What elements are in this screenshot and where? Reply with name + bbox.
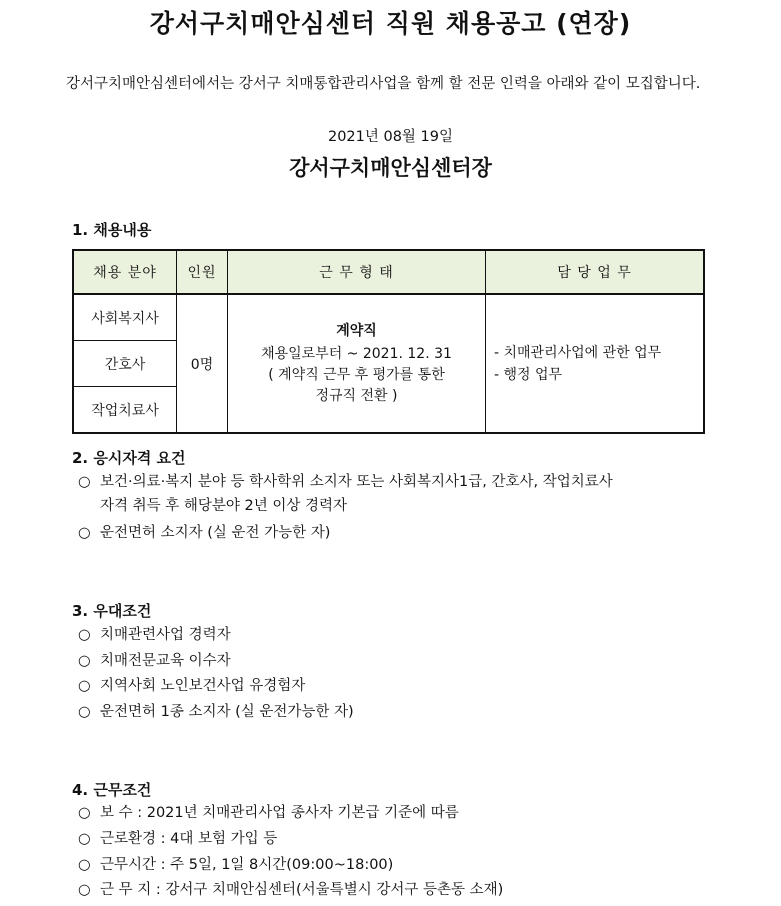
list-item: ○ 근 무 지 : 강서구 치매안심센터(서울특별시 강서구 등촌동 소재) — [78, 878, 503, 902]
work-period: 채용일로부터 ~ 2021. 12. 31 — [261, 345, 452, 362]
list-item: ○ 보건·의료·복지 분야 등 학사학위 소지자 또는 사회복지사1급, 간호사, 작업치료사 — [78, 470, 613, 494]
announcement-date: 2021년 08월 19일 — [327, 129, 454, 145]
organization-head: 강서구치매안심센터장 — [289, 156, 492, 180]
bullet-icon: ○ — [78, 805, 91, 821]
table-row — [73, 294, 704, 341]
header-count: 인원 — [177, 250, 228, 294]
list-item: ○ 운전면허 소지자 (실 운전 가능한 자) — [78, 521, 330, 545]
field-nurse: 간호사 — [73, 341, 177, 387]
document-title: 강서구치매안심센터 직원 채용공고 (연장) — [149, 9, 632, 38]
bullet-icon: ○ — [78, 678, 91, 694]
bullet-icon: ○ — [78, 704, 91, 720]
bullet-icon: ○ — [78, 882, 91, 898]
work-note-2: 정규직 전환 ) — [315, 387, 398, 404]
header-work-type: 근 무 형 태 — [228, 250, 486, 294]
work-type: 계약직 — [336, 322, 377, 339]
bullet-icon: ○ — [78, 627, 91, 643]
table-header-row — [73, 250, 704, 294]
intro-paragraph: 강서구치매안심센터에서는 강서구 치매통합관리사업을 함께 할 전문 인력을 아래와 같이 모집합니다. — [66, 76, 701, 92]
duty-item: - 치매관리사업에 관한 업무 — [494, 344, 662, 361]
headcount: 0명 — [177, 294, 228, 433]
list-item: ○ 근무시간 : 주 5일, 1일 8시간(09:00~18:00) — [78, 853, 393, 877]
bullet-icon: ○ — [78, 857, 91, 873]
list-item: ○ 치매관련사업 경력자 — [78, 623, 231, 647]
duty-item: - 행정 업무 — [494, 366, 563, 383]
list-item-continuation: 자격 취득 후 해당분야 2년 이상 경력자 — [100, 498, 347, 514]
work-note-1: ( 계약직 근무 후 평가를 통한 — [268, 366, 445, 383]
bullet-icon: ○ — [78, 525, 91, 541]
hiring-table — [72, 249, 705, 434]
field-occupational-therapist: 작업치료사 — [73, 387, 177, 434]
section-1-heading: 1. 채용내용 — [72, 221, 152, 239]
bullet-icon: ○ — [78, 653, 91, 669]
header-field: 채용 분야 — [73, 250, 177, 294]
list-item: ○ 지역사회 노인보건사업 유경험자 — [78, 674, 305, 698]
header-duty: 담 당 업 무 — [486, 250, 705, 294]
section-2-heading: 2. 응시자격 요건 — [72, 449, 186, 467]
duty-cell — [486, 294, 705, 433]
bullet-icon: ○ — [78, 474, 91, 490]
section-3-heading: 3. 우대조건 — [72, 602, 152, 620]
field-social-worker: 사회복지사 — [73, 294, 177, 341]
list-item: ○ 보 수 : 2021년 치매관리사업 종사자 기본급 기준에 따름 — [78, 801, 459, 825]
bullet-icon: ○ — [78, 831, 91, 847]
list-item: ○ 근로환경 : 4대 보험 가입 등 — [78, 827, 277, 851]
work-type-cell — [228, 294, 486, 433]
section-4-heading: 4. 근무조건 — [72, 781, 152, 799]
list-item: ○ 운전면허 1종 소지자 (실 운전가능한 자) — [78, 700, 354, 724]
list-item: ○ 치매전문교육 이수자 — [78, 649, 231, 673]
